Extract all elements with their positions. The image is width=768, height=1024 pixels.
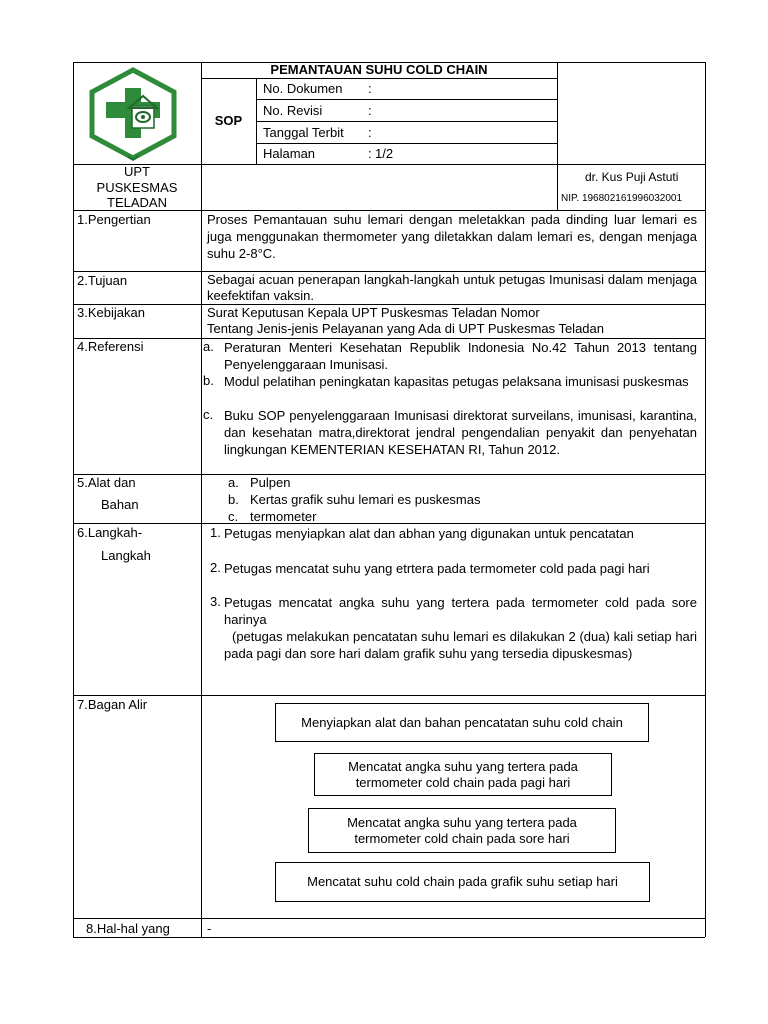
field-halaman-sep: : xyxy=(368,146,372,161)
kebijakan-label: 3.Kebijakan xyxy=(77,305,145,320)
alat-marker-c: c. xyxy=(228,509,239,524)
grid-row-bagan xyxy=(73,695,705,696)
grid-right xyxy=(705,62,706,937)
hal-label: 8.Hal-hal yang xyxy=(86,921,170,936)
field-no-dokumen-label: No. Dokumen xyxy=(263,81,343,96)
grid-title-under xyxy=(201,78,557,79)
grid-field1 xyxy=(256,99,557,100)
langkah-label-line-1: 6.Langkah- xyxy=(77,525,143,540)
grid-row-hal xyxy=(73,918,705,919)
pengertian-text: Proses Pemantauan suhu lemari dengan meletakkan pada dinding luar lemari es juga menggunakan thermometer yang diletakkan dalam lemari es, dengan menjaga suhu 2-8°C. xyxy=(207,212,697,261)
sop-label: SOP xyxy=(214,113,243,128)
grid-bottom xyxy=(73,937,705,938)
referensi-item-b: Modul pelatihan peningkatan kapasitas petugas pelaksana imunisasi puskesmas xyxy=(224,374,689,389)
tujuan-label: 2.Tujuan xyxy=(77,273,128,288)
langkah-item-1: Petugas menyiapkan alat dan abhan yang digunakan untuk pencatatan xyxy=(224,526,634,541)
pengertian-label: 1.Pengertian xyxy=(77,212,151,227)
langkah-label-line-2: Langkah xyxy=(101,548,151,563)
alat-item-a: Pulpen xyxy=(250,475,291,490)
document-title: PEMANTAUAN SUHU COLD CHAIN xyxy=(270,62,488,77)
puskesmas-logo xyxy=(86,66,180,162)
org-line-2: PUSKESMAS xyxy=(96,180,178,195)
alat-label-line-1: 5.Alat dan xyxy=(77,475,136,490)
field-no-revisi-label: No. Revisi xyxy=(263,103,323,118)
flow-box-2: Mencatat angka suhu yang tertera pada termometer cold chain pada pagi hari xyxy=(314,753,612,796)
referensi-item-c: Buku SOP penyelenggaraan Imunisasi direktorat surveilans, imunisasi, karantina, dan kesehatan matra,direktorat jendral pengendalian penyakit dan penyehatan lingkungan KEMENTERIAN KESEHATAN RI, Tahun 2012. xyxy=(224,408,697,457)
grid-col-sign xyxy=(557,62,558,210)
bagan-label: 7.Bagan Alir xyxy=(77,697,148,712)
grid-row-langkah xyxy=(73,523,705,524)
field-tanggal-label: Tanggal Terbit xyxy=(263,125,344,140)
field-no-dokumen-sep: : xyxy=(368,81,372,96)
flow-box-3: Mencatat angka suhu yang tertera pada termometer cold chain pada sore hari xyxy=(308,808,616,853)
langkah-marker-1: 1. xyxy=(210,525,221,540)
referensi-label: 4.Referensi xyxy=(77,339,144,354)
tujuan-text: Sebagai acuan penerapan langkah-langkah untuk petugas Imunisasi dalam menjaga keefektifan vaksin. xyxy=(207,272,697,303)
org-line-1: UPT xyxy=(124,164,150,179)
signer-nip: NIP. 196802161996032001 xyxy=(561,193,683,204)
alat-item-b: Kertas grafik suhu lemari es puskesmas xyxy=(250,492,481,507)
grid-field3 xyxy=(256,143,557,144)
alat-item-c: termometer xyxy=(250,509,317,524)
referensi-marker-b: b. xyxy=(203,373,214,388)
field-no-revisi-sep: : xyxy=(368,103,372,118)
alat-marker-a: a. xyxy=(228,475,239,490)
grid-col1 xyxy=(201,62,202,937)
org-line-3: TELADAN xyxy=(107,195,167,210)
flow-box-1: Menyiapkan alat dan bahan pencatatan suhu cold chain xyxy=(275,703,649,742)
kebijakan-line-1: Surat Keputusan Kepala UPT Puskesmas Teladan Nomor xyxy=(207,305,540,320)
grid-row-alat xyxy=(73,474,705,475)
flow-box-4: Mencatat suhu cold chain pada grafik suhu setiap hari xyxy=(275,862,650,902)
langkah-item-3: Petugas mencatat angka suhu yang tertera pada termometer cold pada sore harinya xyxy=(224,595,697,627)
grid-field2 xyxy=(256,121,557,122)
langkah-marker-2: 2. xyxy=(210,560,221,575)
alat-marker-b: b. xyxy=(228,492,239,507)
alat-label-line-2: Bahan xyxy=(101,497,139,512)
field-tanggal-sep: : xyxy=(368,125,372,140)
hal-text: - xyxy=(207,921,212,936)
langkah-marker-3: 3. xyxy=(210,594,221,609)
langkah-item-2: Petugas mencatat suhu yang etrtera pada termometer cold pada pagi hari xyxy=(224,561,650,576)
signer-name: dr. Kus Puji Astuti xyxy=(585,170,679,184)
referensi-marker-a: a. xyxy=(203,339,214,354)
field-halaman-label: Halaman xyxy=(263,146,316,161)
referensi-marker-c: c. xyxy=(203,407,214,422)
referensi-item-a: Peraturan Menteri Kesehatan Republik Indonesia No.42 Tahun 2013 tentang Penyelenggaraan Imunisasi. xyxy=(224,340,697,372)
langkah-note: (petugas melakukan pencatatan suhu lemari es dilakukan 2 (dua) kali setiap hari pada pagi dan sore hari dalam grafik suhu yang tersedia dipuskesmas) xyxy=(224,629,697,661)
field-halaman-value: 1/2 xyxy=(375,146,394,161)
kebijakan-line-2: Tentang Jenis-jenis Pelayanan yang Ada di UPT Puskesmas Teladan xyxy=(207,321,604,336)
